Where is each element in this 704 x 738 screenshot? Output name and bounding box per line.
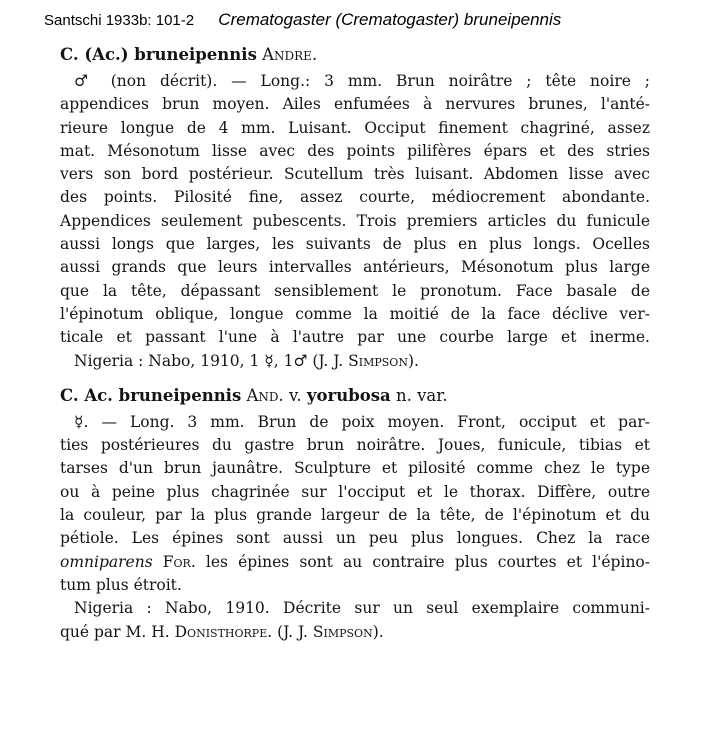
text-line: pétiole. Les épines sont aussi un peu plus longues. Chez la race xyxy=(60,529,650,548)
section2-v: v. xyxy=(289,385,302,405)
text-line: la couleur, par la plus grande largeur de la tête, de l'épinotum et du xyxy=(60,506,650,525)
section2-author: And. xyxy=(246,385,284,405)
record-mid: . (J. J. xyxy=(267,622,308,641)
text-line: tum plus étroit. xyxy=(60,575,182,594)
text-line: aussi longs que larges, les suivants de plus en plus longs. Ocelles xyxy=(60,235,650,254)
document-body xyxy=(60,40,650,644)
text-line: ou à peine plus chagrinée sur l'occiput et le thorax. Diffère, outre xyxy=(60,482,650,501)
section1-heading xyxy=(60,40,650,70)
text-line: ticale et passant l'une à l'autre par une courbe large et inerme. xyxy=(60,328,650,347)
locality-record xyxy=(60,350,650,373)
page-header xyxy=(44,10,684,30)
text-line: Appendices seulement pubescents. Trois premiers articles du funicule xyxy=(60,211,650,230)
text-line: tarses d'un brun jaunâtre. Sculpture et pilosité comme chez le type xyxy=(60,459,650,478)
section2-description xyxy=(60,411,650,644)
record-suffix: ). xyxy=(372,622,384,641)
record-text: Nigeria : Nabo, 1910, 1 ☿, 1♂ (J. J. xyxy=(74,351,344,370)
section2-variety-name: yorubosa xyxy=(306,385,391,405)
section2-nvar: n. var. xyxy=(395,385,448,405)
section1-description xyxy=(60,70,650,373)
section1-taxon-name: C. (Ac.) bruneipennis xyxy=(60,45,257,64)
text-line: rieure longue de 4 mm. Luisant. Occiput finement chagriné, assez xyxy=(60,118,650,137)
taxon-title: Crematogaster (Crematogaster) bruneipennis xyxy=(218,10,562,29)
section2-taxon-name: C. Ac. bruneipennis xyxy=(60,385,242,405)
race-author: For. xyxy=(162,552,196,571)
text-line: que la tête, dépassant sensiblement le pronotum. Face basale de xyxy=(60,281,650,300)
citation: Santschi 1933b: 101-2 xyxy=(44,12,195,29)
donor-name: Donisthorpe xyxy=(174,622,268,641)
text-line: appendices brun moyen. Ailes enfumées à nervures brunes, l'anté- xyxy=(60,95,650,114)
text-line: ties postérieures du gastre brun noirâtre. Joues, funicule, tibias et xyxy=(60,436,650,455)
race-text: les épines sont au contraire plus courtes et l'épino- xyxy=(205,552,650,571)
section2-heading xyxy=(60,381,650,411)
collector-name: Simpson xyxy=(312,622,373,641)
record-text: qué par M. H. xyxy=(60,622,170,641)
text-line: ♂ (non décrit). — Long.: 3 mm. Brun noirâtre ; tête noire ; xyxy=(74,72,650,90)
locality-record: Nigeria : Nabo, 1910. Décrite sur un seul exemplaire communi- xyxy=(74,599,650,618)
text-line: vers son bord postérieur. Scutellum très luisant. Abdomen lisse avec xyxy=(60,165,650,184)
text-line: aussi grands que leurs intervalles antérieurs, Mésonotum plus large xyxy=(60,258,650,277)
text-line xyxy=(60,551,650,574)
text-line: l'épinotum oblique, longue comme la moitié de la face déclive ver- xyxy=(60,304,650,323)
text-line: mat. Mésonotum lisse avec des points pilifères épars et des stries xyxy=(60,141,650,160)
locality-record-continued xyxy=(60,621,650,644)
collector-name: Simpson xyxy=(348,351,408,370)
text-line: des points. Pilosité fine, assez courte, médiocrement abondante. xyxy=(60,188,650,207)
section1-author: Andre. xyxy=(262,45,318,64)
record-suffix: ). xyxy=(407,351,419,370)
text-line: ☿. — Long. 3 mm. Brun de poix moyen. Front, occiput et par- xyxy=(74,412,650,431)
race-name: omniparens xyxy=(60,552,153,571)
